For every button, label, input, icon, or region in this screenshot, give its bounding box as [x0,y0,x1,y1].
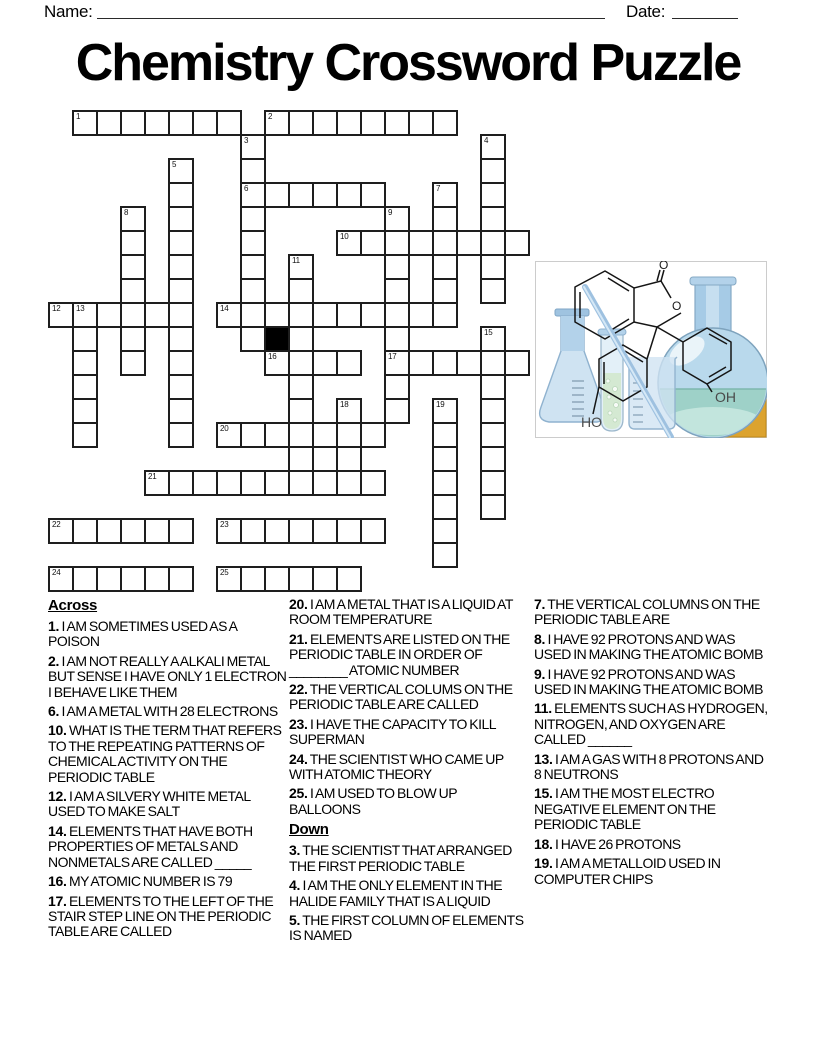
grid-cell[interactable] [384,206,410,232]
grid-cell[interactable] [288,182,314,208]
clue-number: 11 [292,256,300,265]
grid-cell[interactable] [432,206,458,232]
grid-cell[interactable] [288,278,314,304]
grid-cell[interactable] [120,302,146,328]
grid-cell[interactable] [288,302,314,328]
grid-cell[interactable] [120,326,146,352]
ho-label: HO [581,414,602,430]
grid-cell[interactable] [480,230,506,256]
grid-cell[interactable] [432,518,458,544]
grid-cell[interactable] [288,518,314,544]
grid-cell[interactable] [168,230,194,256]
clue-item: 12. I AM A SILVERY WHITE METAL USED TO MAKE SALT [48,788,251,820]
grid-cell[interactable] [408,350,434,376]
grid-cell[interactable] [336,518,362,544]
grid-cell[interactable] [288,254,314,280]
grid-cell[interactable] [216,110,242,136]
grid-cell[interactable] [216,566,242,592]
grid-cell[interactable] [72,110,98,136]
clue-item: 7. THE VERTICAL COLUMNS ON THE PERIODIC TABLE ARE [534,596,760,628]
grid-cell[interactable] [336,470,362,496]
grid-cell[interactable] [312,566,338,592]
clue-item: 17. ELEMENTS TO THE LEFT OF THE STAIR STEP LINE ON THE PERIODIC TABLE ARE CALLED [48,892,274,940]
grid-cell[interactable] [336,422,362,448]
grid-cell[interactable] [384,230,410,256]
grid-cell[interactable] [360,470,386,496]
grid-cell[interactable] [480,398,506,424]
grid-cell[interactable] [264,350,290,376]
grid-cell[interactable] [72,398,98,424]
grid-cell[interactable] [168,110,194,136]
grid-cell[interactable] [360,422,386,448]
grid-cell[interactable] [168,254,194,280]
clue-item: 18. I HAVE 26 PROTONS [534,835,681,852]
grid-cell[interactable] [72,518,98,544]
test-tube-icon [598,329,626,431]
clue-item: 14. ELEMENTS THAT HAVE BOTH PROPERTIES OF METALS AND NONMETALS ARE CALLED _____ [48,822,253,870]
grid-cell[interactable] [432,110,458,136]
grid-cell[interactable] [72,302,98,328]
grid-cell[interactable] [240,470,266,496]
grid-cell[interactable] [240,182,266,208]
clue-column-right [534,597,772,891]
grid-cell[interactable] [480,278,506,304]
grid-cell[interactable] [288,374,314,400]
grid-cell[interactable] [120,278,146,304]
grid-cell[interactable] [240,302,266,328]
grid-cell[interactable] [288,326,314,352]
grid-cell[interactable] [72,422,98,448]
grid-cell[interactable] [48,566,74,592]
grid-cell[interactable] [360,518,386,544]
grid-cell[interactable] [168,470,194,496]
grid-cell[interactable] [312,470,338,496]
grid-cell[interactable] [336,398,362,424]
grid-cell[interactable] [408,230,434,256]
grid-cell[interactable] [384,326,410,352]
crossword-grid [48,110,530,592]
clue-item: 11. ELEMENTS SUCH AS HYDROGEN, NITROGEN, AND OXYGEN ARE CALLED ______ [534,700,768,748]
grid-cell[interactable] [504,350,530,376]
grid-cell[interactable] [144,566,170,592]
grid-cell[interactable] [48,302,74,328]
grid-cell[interactable] [264,470,290,496]
clue-item: 21. ELEMENTS ARE LISTED ON THE PERIODIC TABLE IN ORDER OF ________ ATOMIC NUMBER [289,630,510,678]
clue-number: 23 [220,520,229,529]
page-title: Chemistry Crossword Puzzle [75,34,741,92]
grid-cell[interactable] [216,518,242,544]
grid-cell[interactable] [120,206,146,232]
date-label: Date: [626,2,666,21]
grid-cell[interactable] [312,350,338,376]
grid-cell[interactable] [120,254,146,280]
grid-cell[interactable] [360,302,386,328]
grid-cell[interactable] [456,350,482,376]
clue-item: 10. WHAT IS THE TERM THAT REFERS TO THE REPEATING PATTERNS OF CHEMICAL ACTIVITY ON THE PERIODIC TABLE [48,722,282,785]
grid-cell[interactable] [384,398,410,424]
clue-item: 19. I AM A METALLOID USED IN COMPUTER CHIPS [534,855,721,887]
grid-cell[interactable] [336,566,362,592]
clue-item: 5. THE FIRST COLUMN OF ELEMENTS IS NAMED [289,911,524,944]
grid-cell[interactable] [312,182,338,208]
grid-cell[interactable] [168,302,194,328]
grid-cell[interactable] [480,206,506,232]
grid-cell[interactable] [288,398,314,424]
date-field-line[interactable] [672,0,738,19]
grid-cell[interactable] [240,278,266,304]
clue-number: 4 [484,136,489,145]
clue-item: 13. I AM A GAS WITH 8 PROTONS AND 8 NEUTRONS [534,750,764,783]
grid-cell[interactable] [480,158,506,184]
grid-cell[interactable] [168,566,194,592]
grid-cell[interactable] [432,230,458,256]
grid-cell[interactable] [168,422,194,448]
grid-cell[interactable] [432,446,458,472]
grid-cell[interactable] [120,230,146,256]
grid-cell[interactable] [336,110,362,136]
grid-cell[interactable] [408,302,434,328]
grid-cell[interactable] [432,182,458,208]
clue-number: 12 [52,304,61,313]
clue-item: 16. MY ATOMIC NUMBER IS 79 [48,873,233,890]
clue-item: 24. THE SCIENTIST WHO CAME UP WITH ATOMIC THEORY [289,750,504,783]
grid-cell[interactable] [168,518,194,544]
grid-cell[interactable] [264,302,290,328]
clue-number: 13 [76,304,85,313]
grid-cell[interactable] [360,230,386,256]
grid-cell[interactable] [168,398,194,424]
grid-cell[interactable] [480,374,506,400]
grid-cell[interactable] [432,254,458,280]
grid-cell[interactable] [384,350,410,376]
clue-number: 21 [148,472,157,481]
grid-cell[interactable] [288,110,314,136]
grid-cell[interactable] [336,446,362,472]
carbonyl-oxygen-label: O [659,261,669,272]
grid-cell[interactable] [480,470,506,496]
grid-cell[interactable] [336,182,362,208]
grid-cell[interactable] [96,518,122,544]
grid-cell[interactable] [264,566,290,592]
grid-cell[interactable] [120,566,146,592]
grid-cell[interactable] [288,422,314,448]
grid-cell[interactable] [120,110,146,136]
grid-cell[interactable] [384,374,410,400]
clue-number: 2 [268,112,273,121]
grid-cell[interactable] [168,374,194,400]
grid-cell[interactable] [480,446,506,472]
clue-number: 10 [340,232,349,241]
grid-cell[interactable] [168,158,194,184]
grid-cell[interactable] [144,302,170,328]
clue-number: 19 [436,400,445,409]
grid-cell[interactable] [240,518,266,544]
grid-cell[interactable] [432,278,458,304]
clue-item: 2. I AM NOT REALLY A ALKALI METAL BUT SENSE I HAVE ONLY 1 ELECTRON I BEHAVE LIKE THEM [48,652,287,700]
grid-cell[interactable] [240,230,266,256]
grid-cell[interactable] [384,278,410,304]
grid-cell[interactable] [480,134,506,160]
grid-cell[interactable] [168,278,194,304]
name-label: Name: [44,2,93,21]
grid-cell[interactable] [312,302,338,328]
grid-cell[interactable] [432,470,458,496]
grid-cell[interactable] [288,350,314,376]
grid-cell[interactable] [480,494,506,520]
grid-cell[interactable] [480,182,506,208]
clue-item: 6. I AM A METAL WITH 28 ELECTRONS [48,703,278,720]
clue-column-left [48,597,288,944]
grid-cell[interactable] [264,422,290,448]
grid-cell[interactable] [480,350,506,376]
grid-cell[interactable] [192,110,218,136]
grid-cell[interactable] [312,518,338,544]
grid-cell[interactable] [432,350,458,376]
clue-number: 1 [76,112,81,121]
grid-cell[interactable] [264,110,290,136]
grid-cell[interactable] [168,350,194,376]
clue-number: 9 [388,208,393,217]
grid-cell[interactable] [384,110,410,136]
clue-number: 15 [484,328,493,337]
clue-section-header: Across [48,597,98,614]
grid-cell[interactable] [312,110,338,136]
grid-cell[interactable] [360,182,386,208]
grid-cell[interactable] [216,302,242,328]
grid-cell[interactable] [384,254,410,280]
grid-cell[interactable] [240,134,266,160]
grid-cell[interactable] [336,302,362,328]
grid-cell[interactable] [144,470,170,496]
clue-number: 7 [436,184,441,193]
grid-cell[interactable] [336,230,362,256]
grid-cell[interactable] [240,566,266,592]
grid-cell[interactable] [144,518,170,544]
grid-cell[interactable] [432,494,458,520]
grid-cell[interactable] [432,302,458,328]
clue-number: 25 [220,568,229,577]
grid-cell[interactable] [240,206,266,232]
name-field-line[interactable] [97,0,605,19]
grid-cell[interactable] [360,110,386,136]
clue-item: 9. I HAVE 92 PROTONS AND WAS USED IN MAKING THE ATOMIC BOMB [534,665,763,698]
clue-number: 17 [388,352,397,361]
grid-cell[interactable] [168,326,194,352]
grid-cell[interactable] [504,230,530,256]
clue-number: 22 [52,520,61,529]
grid-cell[interactable] [144,110,170,136]
clue-number: 24 [52,568,61,577]
grid-cell[interactable] [480,254,506,280]
grid-cell[interactable] [240,254,266,280]
grid-cell[interactable] [480,422,506,448]
grid-cell[interactable] [264,518,290,544]
clue-item: 8. I HAVE 92 PROTONS AND WAS USED IN MAKING THE ATOMIC BOMB [534,630,763,663]
grid-cell[interactable] [432,542,458,568]
clue-item: 3. THE SCIENTIST THAT ARRANGED THE FIRST PERIODIC TABLE [289,842,512,874]
grid-cell[interactable] [120,518,146,544]
grid-cell[interactable] [168,206,194,232]
clue-item: 25. I AM USED TO BLOW UP BALLOONS [289,785,457,817]
grid-cell[interactable] [264,182,290,208]
grid-cell[interactable] [216,422,242,448]
grid-cell-black [264,326,290,352]
clue-number: 3 [244,136,249,145]
ring-oxygen-label: O [672,299,682,313]
grid-cell[interactable] [72,350,98,376]
grid-cell[interactable] [240,422,266,448]
grid-cell[interactable] [288,446,314,472]
grid-cell[interactable] [192,470,218,496]
clue-number: 14 [220,304,229,313]
grid-cell[interactable] [384,302,410,328]
grid-cell[interactable] [216,470,242,496]
grid-cell[interactable] [312,422,338,448]
grid-cell[interactable] [96,566,122,592]
grid-cell[interactable] [408,110,434,136]
clue-section-header: Down [289,821,329,839]
grid-cell[interactable] [72,374,98,400]
grid-cell[interactable] [240,326,266,352]
grid-cell[interactable] [168,182,194,208]
chemistry-illustration [535,261,767,438]
grid-cell[interactable] [288,566,314,592]
grid-cell[interactable] [48,518,74,544]
clue-item: 20. I AM A METAL THAT IS A LIQUID AT ROOM TEMPERATURE [289,596,513,628]
grid-cell[interactable] [96,302,122,328]
clue-item: 22. THE VERTICAL COLUMS ON THE PERIODIC TABLE ARE CALLED [289,681,513,713]
clue-item: 1. I AM SOMETIMES USED AS A POISON [48,618,237,650]
oh-label: OH [715,389,736,405]
grid-cell[interactable] [120,350,146,376]
clue-number: 16 [268,352,277,361]
grid-cell[interactable] [72,566,98,592]
clue-number: 20 [220,424,229,433]
grid-cell[interactable] [456,230,482,256]
clue-number: 5 [172,160,177,169]
clue-number: 6 [244,184,249,193]
clue-number: 18 [340,400,349,409]
grid-cell[interactable] [336,350,362,376]
clue-column-middle [289,597,529,948]
clue-item: 23. I HAVE THE CAPACITY TO KILL SUPERMAN [289,715,496,748]
grid-cell[interactable] [240,158,266,184]
clue-item: 15. I AM THE MOST ELECTRO NEGATIVE ELEMENT ON THE PERIODIC TABLE [534,785,716,833]
grid-cell[interactable] [432,422,458,448]
grid-cell[interactable] [288,470,314,496]
clue-item: 4. I AM THE ONLY ELEMENT IN THE HALIDE FAMILY THAT IS A LIQUID [289,877,503,909]
grid-cell[interactable] [432,398,458,424]
clue-number: 8 [124,208,129,217]
grid-cell[interactable] [72,326,98,352]
grid-cell[interactable] [480,326,506,352]
grid-cell[interactable] [96,110,122,136]
